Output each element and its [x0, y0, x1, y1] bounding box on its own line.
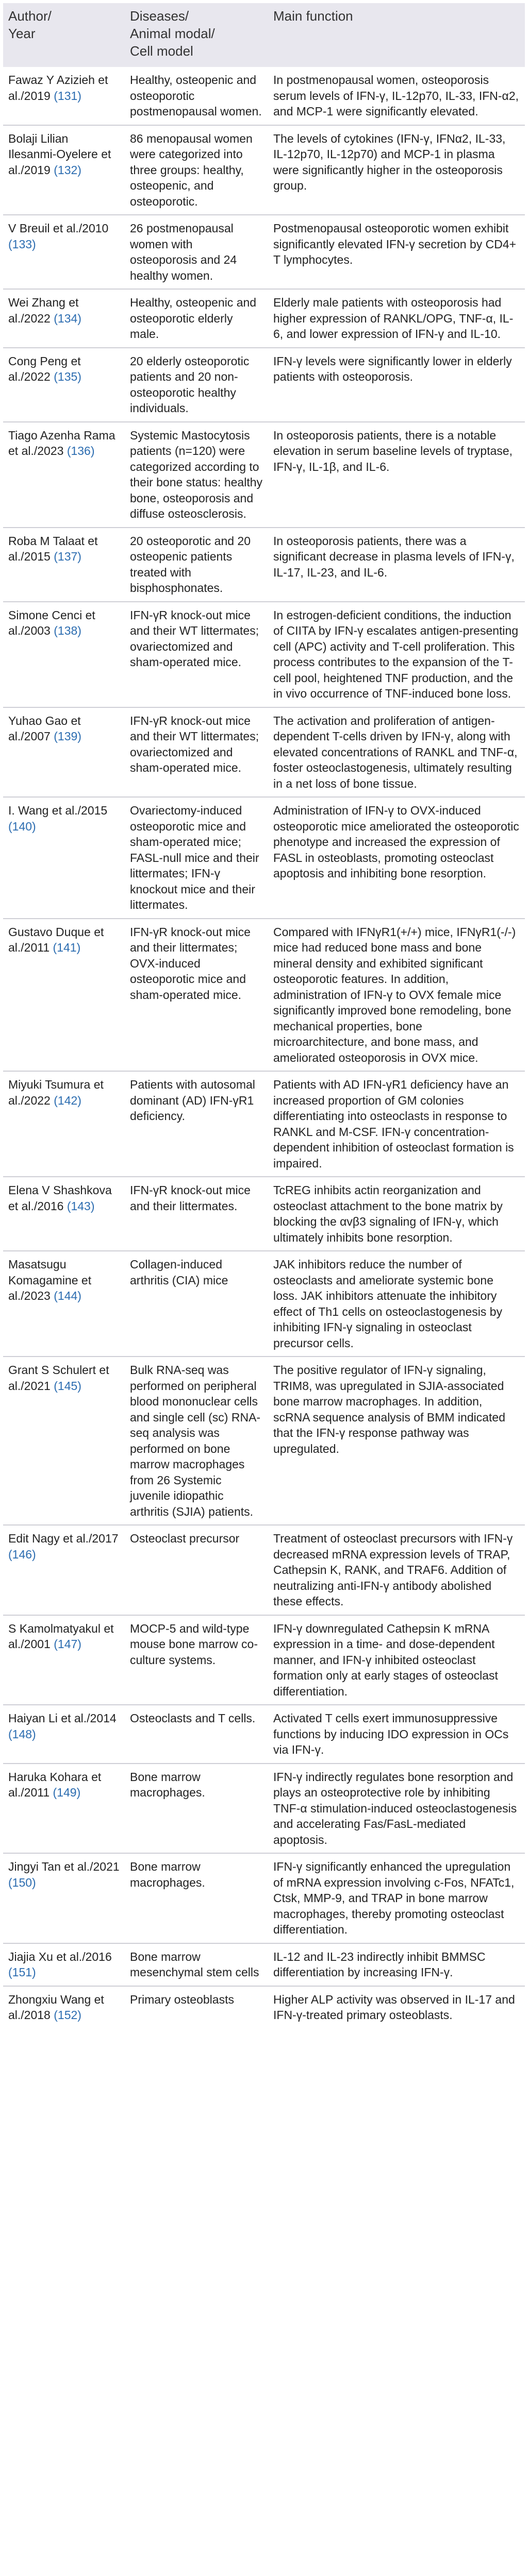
- cell-model: 26 postmenopausal women with osteoporosis and 24 healthy women.: [125, 215, 268, 289]
- reference-link[interactable]: (143): [67, 1199, 95, 1213]
- cell-author-year: [3, 289, 125, 348]
- cell-author-year: [3, 707, 125, 798]
- cell-main-function: IFN-γ levels were significantly lower in elderly patients with osteoporosis.: [268, 348, 525, 422]
- author-text: Elena V Shashkova et al./2016: [8, 1183, 112, 1213]
- cell-author-year: [3, 422, 125, 528]
- cell-model: IFN-γR knock-out mice and their WT littermates; ovariectomized and sham-operated mice.: [125, 707, 268, 798]
- table-row: [3, 1764, 525, 1854]
- cell-author-year: [3, 1525, 125, 1615]
- cell-model: 20 elderly osteoporotic patients and 20 non-osteoporotic healthy individuals.: [125, 348, 268, 422]
- reference-link[interactable]: (131): [54, 89, 81, 103]
- cell-main-function: Treatment of osteoclast precursors with IFN-γ decreased mRNA expression levels of TRAP, Cathepsin K, RANK, and TRAF6. Addition of neutralizing anti-IFN-γ antibody abolished these effects.: [268, 1525, 525, 1615]
- author-text: Masatsugu Komagamine et al./2023: [8, 1258, 92, 1302]
- reference-link[interactable]: (141): [53, 941, 81, 954]
- reference-link[interactable]: (140): [8, 819, 36, 833]
- header-main-function: Main function: [268, 3, 525, 67]
- reference-link[interactable]: (151): [8, 1965, 36, 1979]
- author-text: Yuhao Gao et al./2007: [8, 714, 81, 743]
- cell-author-year: [3, 1357, 125, 1525]
- cell-main-function: Higher ALP activity was observed in IL-17 and IFN-γ-treated primary osteoblasts.: [268, 1986, 525, 2028]
- header-author-year: Author/ Year: [3, 3, 125, 67]
- author-text: Grant S Schulert et al./2021: [8, 1363, 109, 1393]
- cell-author-year: [3, 602, 125, 707]
- literature-table: [3, 3, 525, 2028]
- table-row: [3, 1357, 525, 1525]
- cell-model: Bulk RNA-seq was performed on peripheral blood mononuclear cells and single cell (sc) RNA-seq analysis was performed on bone marrow macrophages from 26 Systemic juvenile idiopathic arthritis (SJIA) patients.: [125, 1357, 268, 1525]
- cell-model: Bone marrow macrophages.: [125, 1853, 268, 1943]
- cell-main-function: Elderly male patients with osteoporosis had higher expression of RANKL/OPG, TNF-α, IL-6, and lower expression of IFN-γ and IL-10.: [268, 289, 525, 348]
- cell-model: IFN-γR knock-out mice and their littermates.: [125, 1177, 268, 1251]
- author-text: Gustavo Duque et al./2011: [8, 925, 104, 954]
- author-text: V Breuil et al./2010: [8, 222, 109, 235]
- cell-model: Patients with autosomal dominant (AD) IFN-γR1 deficiency.: [125, 1071, 268, 1177]
- table-row: [3, 1525, 525, 1615]
- cell-main-function: IFN-γ downregulated Cathepsin K mRNA expression in a time- and dose-dependent manner, and IFN-γ inhibited osteoclast formation only at early stages of osteoclast differentiation.: [268, 1615, 525, 1705]
- cell-author-year: [3, 1853, 125, 1943]
- reference-link[interactable]: (136): [67, 444, 95, 457]
- author-text: Cong Peng et al./2022: [8, 354, 81, 383]
- table-row: [3, 797, 525, 919]
- author-text: Haiyan Li et al./2014: [8, 1711, 117, 1725]
- cell-author-year: [3, 125, 125, 215]
- cell-author-year: [3, 1615, 125, 1705]
- cell-main-function: Compared with IFNγR1(+/+) mice, IFNγR1(-/-) mice had reduced bone mass and bone mineral density and exhibited significant osteoporotic features. In addition, administration of IFN-γ to OVX female mice significantly improved bone remodeling, bone mechanical properties, bone microarchitecture, and bone mass, and ameliorated osteoporosis in OVX mice.: [268, 919, 525, 1072]
- cell-model: Collagen-induced arthritis (CIA) mice: [125, 1251, 268, 1357]
- cell-author-year: [3, 1071, 125, 1177]
- table-row: [3, 422, 525, 528]
- header-model: Diseases/ Animal modal/ Cell model: [125, 3, 268, 67]
- table-row: [3, 528, 525, 602]
- cell-author-year: [3, 528, 125, 602]
- table-row: [3, 67, 525, 125]
- reference-link[interactable]: (149): [53, 1786, 81, 1799]
- table-row: [3, 125, 525, 215]
- cell-author-year: [3, 215, 125, 289]
- reference-link[interactable]: (146): [8, 1547, 36, 1561]
- cell-author-year: [3, 1177, 125, 1251]
- table-row: [3, 289, 525, 348]
- cell-model: Bone marrow mesenchymal stem cells: [125, 1943, 268, 1986]
- cell-main-function: In postmenopausal women, osteoporosis serum levels of IFN-γ, IL-12p70, IL-33, IFN-α2, and MCP-1 were significantly elevated.: [273, 73, 519, 118]
- cell-author-year: [3, 1943, 125, 1986]
- cell-author-year: [3, 919, 125, 1072]
- cell-author-year: [3, 67, 125, 125]
- table-header-row: [3, 3, 525, 67]
- reference-link[interactable]: (148): [8, 1727, 36, 1741]
- cell-main-function: IL-12 and IL-23 indirectly inhibit BMMSC differentiation by increasing IFN-γ.: [268, 1943, 525, 1986]
- table-row: [3, 1615, 525, 1705]
- reference-link[interactable]: (137): [54, 550, 81, 563]
- author-text: Haruka Kohara et al./2011: [8, 1770, 102, 1799]
- cell-model: 86 menopausal women were categorized into three groups: healthy, osteopenic, and osteoporotic.: [125, 125, 268, 215]
- author-text: Bolaji Lilian Ilesanmi-Oyelere et al./2019: [8, 131, 111, 177]
- reference-link[interactable]: (150): [8, 1875, 36, 1889]
- cell-model: Osteoclast precursor: [125, 1525, 268, 1615]
- cell-model: Healthy, osteopenic and osteoporotic postmenopausal women.: [130, 73, 262, 118]
- cell-main-function: IFN-γ significantly enhanced the upregulation of mRNA expression involving c-Fos, NFATc1, Ctsk, MMP-9, and TRAP in bone marrow macrophages, thereby promoting osteoclast differentiation.: [268, 1853, 525, 1943]
- cell-model: Ovariectomy-induced osteoporotic mice and sham-operated mice; FASL-null mice and their littermates; IFN-γ knockout mice and their littermates.: [125, 797, 268, 919]
- table-row: [3, 1853, 525, 1943]
- cell-main-function: The positive regulator of IFN-γ signaling, TRIM8, was upregulated in SJIA-associated bone marrow macrophages. In addition, scRNA sequence analysis of BMM indicated that the IFN-γ response pathway was upregulated.: [268, 1357, 525, 1525]
- reference-link[interactable]: (134): [54, 311, 81, 325]
- author-text: Tiago Azenha Rama et al./2023: [8, 428, 115, 457]
- cell-main-function: Patients with AD IFN-γR1 deficiency have an increased proportion of GM colonies differentiating into osteoclasts in response to RANKL and M-CSF. IFN-γ concentration-dependent inhibition of osteoclast formation is impaired.: [268, 1071, 525, 1177]
- cell-model: Bone marrow macrophages.: [125, 1764, 268, 1854]
- reference-link[interactable]: (147): [54, 1637, 81, 1651]
- cell-main-function: In osteoporosis patients, there was a significant decrease in plasma levels of IFN-γ, IL-17, IL-23, and IL-6.: [268, 528, 525, 602]
- cell-main-function: In estrogen-deficient conditions, the induction of CIITA by IFN-γ escalates antigen-presenting cell (APC) activity and T-cell proliferation. This process contributes to the expansion of the T-cell pool, heightened TNF production, and the in vivo occurrence of TNF-induced bone loss.: [268, 602, 525, 707]
- table-row: [3, 1986, 525, 2028]
- table-row: [3, 1251, 525, 1357]
- author-text: Roba M Talaat et al./2015: [8, 534, 98, 563]
- table-row: [3, 1705, 525, 1764]
- table-row: [3, 602, 525, 707]
- cell-author-year: [3, 1764, 125, 1854]
- reference-link[interactable]: (132): [54, 163, 81, 177]
- cell-main-function: IFN-γ indirectly regulates bone resorption and plays an osteoprotective role by inhibiting TNF-α stimulation-induced osteoclastogenesis and accelerating Fas/FasL-mediated apoptosis.: [268, 1764, 525, 1854]
- reference-link[interactable]: (135): [54, 370, 81, 383]
- cell-main-function: Administration of IFN-γ to OVX-induced osteoporotic mice ameliorated the osteoporotic phenotype and increased the expression of FASL in osteoblasts, promoting osteoclast apoptosis and inhibiting bone resorption.: [268, 797, 525, 919]
- reference-link[interactable]: (133): [8, 237, 36, 251]
- author-text: S Kamolmatyakul et al./2001: [8, 1621, 114, 1651]
- reference-link[interactable]: (139): [54, 730, 81, 743]
- table-row: [3, 707, 525, 798]
- cell-model: Osteoclasts and T cells.: [125, 1705, 268, 1764]
- cell-author-year: [3, 348, 125, 422]
- table-body: [3, 67, 525, 2028]
- author-text: Fawaz Y Azizieh et al./2019: [8, 73, 108, 103]
- cell-model: Healthy, osteopenic and osteoporotic elderly male.: [125, 289, 268, 348]
- cell-main-function: In osteoporosis patients, there is a notable elevation in serum baseline levels of tryptase, IFN-γ, IL-1β, and IL-6.: [268, 422, 525, 528]
- cell-model: Systemic Mastocytosis patients (n=120) were categorized according to their bone status: healthy bone, osteoporosis and diffuse osteosclerosis.: [125, 422, 268, 528]
- cell-main-function: TcREG inhibits actin reorganization and osteoclast attachment to the bone matrix by blocking the αvβ3 signaling of IFN-γ, which ultimately inhibits bone resorption.: [268, 1177, 525, 1251]
- author-text: Jiajia Xu et al./2016: [8, 1950, 112, 1963]
- table-row: [3, 1071, 525, 1177]
- cell-author-year: [3, 1705, 125, 1764]
- cell-main-function: The levels of cytokines (IFN-γ, IFNα2, IL-33, IL-12p70, IL-12p70) and MCP-1 in plasma were significantly higher in the osteoporosis group.: [268, 125, 525, 215]
- cell-author-year: [3, 797, 125, 919]
- author-text: Zhongxiu Wang et al./2018: [8, 1992, 104, 2022]
- cell-main-function: Postmenopausal osteoporotic women exhibit significantly elevated IFN-γ secretion by CD4+ T lymphocytes.: [268, 215, 525, 289]
- author-text: Jingyi Tan et al./2021: [8, 1860, 120, 1873]
- reference-link[interactable]: (152): [54, 2008, 81, 2022]
- reference-link[interactable]: (144): [54, 1289, 81, 1302]
- table-row: [3, 1943, 525, 1986]
- table-row: [3, 348, 525, 422]
- cell-model: Primary osteoblasts: [125, 1986, 268, 2028]
- table-row: [3, 1177, 525, 1251]
- cell-model: MOCP-5 and wild-type mouse bone marrow co-culture systems.: [125, 1615, 268, 1705]
- table-row: [3, 919, 525, 1072]
- author-text: Miyuki Tsumura et al./2022: [8, 1078, 104, 1107]
- cell-author-year: [3, 1251, 125, 1357]
- table-row: [3, 215, 525, 289]
- cell-main-function: Activated T cells exert immunosuppressive functions by inducing IDO expression in OCs via IFN-γ.: [268, 1705, 525, 1764]
- author-text: I. Wang et al./2015: [8, 804, 108, 817]
- cell-author-year: [3, 1986, 125, 2028]
- cell-model: IFN-γR knock-out mice and their WT littermates; ovariectomized and sham-operated mice.: [125, 602, 268, 707]
- author-text: Edit Nagy et al./2017: [8, 1532, 119, 1545]
- cell-model: 20 osteoporotic and 20 osteopenic patients treated with bisphosphonates.: [125, 528, 268, 602]
- reference-link[interactable]: (142): [54, 1093, 81, 1107]
- author-text: Wei Zhang et al./2022: [8, 296, 79, 325]
- cell-main-function: JAK inhibitors reduce the number of osteoclasts and ameliorate systemic bone loss. JAK inhibitors attenuate the inhibitory effect of Th1 cells on osteoclastogenesis by inhibiting IFN-γ signaling in osteoclast precursor cells.: [268, 1251, 525, 1357]
- cell-main-function: The activation and proliferation of antigen-dependent T-cells driven by IFN-γ, along with elevated concentrations of RANKL and TNF-α, foster osteoclastogenesis, ultimately resulting in a net loss of bone tissue.: [268, 707, 525, 798]
- reference-link[interactable]: (145): [54, 1379, 81, 1393]
- cell-model: IFN-γR knock-out mice and their littermates; OVX-induced osteoporotic mice and sham-operated mice.: [125, 919, 268, 1072]
- author-text: Simone Cenci et al./2003: [8, 608, 95, 637]
- reference-link[interactable]: (138): [54, 624, 81, 637]
